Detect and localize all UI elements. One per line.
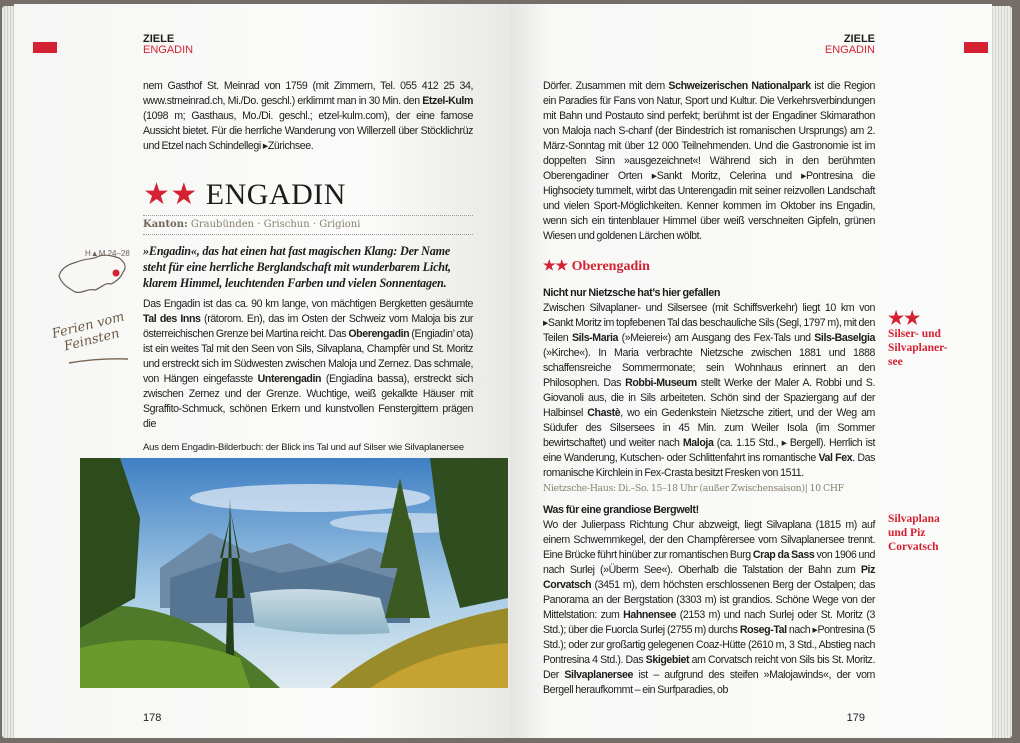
left-body-text: Das Engadin ist das ca. 90 km lange, von mächtigen Bergketten gesäumte Tal des Inns (rätorom. En), das im Osten der Schweiz vom Maloja bis zur österreichischen Grenze bei Martina reicht. Das Oberengadin (Engiadin’ ota) ist ein weites Tal mit den Seen von Sils, Silvaplana, Champfèr und St. Moritz und erstreckt sich im Südwesten zwischen Maloja und Zernez. Das schmale, von Hängen eingefasste Unterengadin (Engiadina bassa), erstreckt sich zwischen Zernez und der Grenze. Wuchtige, weiß gekalkte Häuser mit Sgraffito-Schmuck, schönen Erkern und kunstvollen Fenstergittern prägen die — [143, 298, 474, 430]
section-title: ★★ ENGADIN — [143, 178, 346, 211]
header-region: ENGADIN — [143, 44, 194, 56]
right-column — [543, 34, 875, 724]
left-intro-text: nem Gasthof St. Meinrad von 1759 (mit Zimmern, Tel. 055 412 25 34, www.stmeinrad.ch, Mi./Do. geschl.) erklimmt man in 30 Min. den Etzel-Kulm (1098 m; Gasthaus, Mo./Di. geschl.; etzel-kulm.com), der eine famose Aussicht bietet. Für die herrliche Wanderung von Willerzell über Stöcklichrüz und Etzel nach Schindellegi ▸Zürichsee. — [143, 80, 473, 152]
running-header-right: ZIELE ENGADIN — [824, 33, 875, 56]
right-intro-text: Dörfer. Zusammen mit dem Schweizerischen Nationalpark ist die Region ein Paradies für Fans von Natur, Sport und Kultur. Die Verkehrsverbindungen mit Bahn und Postauto sind perfekt; berühmt ist der Engadiner Skimarathon von Maloja nach S-chanf (der Bindestrich ist romanischen Ursprungs) am 2. März-Sonntag mit über 12 000 Teilnehmenden. Und die Gastronomie ist im doppelten Sinn »ausgezeichnet«! Während sich in den berühmten Oberengadiner Orten ▸Sankt Moritz, Celerina und ▸Pontresina die Highsociety tummelt, wirbt das Unterengadin mit seiner reizvollen Landschaft und vielen Sport-Möglichkeiten. Kenner kommen im Oktober ins Engadin, wenn sich ein tintenblauer Himmel über weiß verschneiten Gipfeln, grünen Wiesen und goldenen Lärchen wölbt. — [543, 80, 875, 242]
handwritten-note: Ferien vom Feinsten — [50, 309, 126, 355]
paragraph-silvaplana: Wo der Julierpass Richtung Chur abzweigt, liegt Silvaplana (1815 m) auf einem Schwemmkegel, der den Champfèrersee vom Silvaplanersee trennt. Eine Brücke führt hinüber zur romantischen Burg Crap da Sass von 1906 und nach Surlej (»Überm See«). Oberhalb die Talstation der Bahn zum Piz Corvatsch (3451 m), dem höchsten erschlossenen Berg der Ostalpen; das Panorama an der Bergstation (3303 m) ist grandios. Schöne Wege von der Mittelstation: zum Hahnensee (2153 m) und nach Surlej oder St. Moritz (3 Std.); über die Fuorcla Surlej (2755 m) durchs Roseg-Tal nach ▸Pontresina (5 Std.); oder zur großartig gelegenen Coaz-Hütte (2610 m, 3 Std., Abstieg nach Pontresina 4 Std.). Das Skigebiet am Corvatsch reicht von Sils bis St. Moritz. Der Silvaplanersee ist – aufgrund des steifen »Malojawinds«, der vom Bergell heraufkommt – ein Surfparadies, ob — [543, 519, 876, 696]
photo-caption: Aus dem Engadin-Bilderbuch: der Blick ins Tal und auf Silser wie Silvaplanersee — [143, 442, 464, 453]
subsection-title: ★★ Oberengadin — [543, 259, 650, 274]
star-rating-icon: ★★ — [143, 178, 198, 211]
svg-text:H▲M 24–28: H▲M 24–28 — [85, 249, 130, 258]
page-number-left: 178 — [143, 712, 162, 724]
switzerland-map-icon — [55, 248, 130, 298]
opening-hours: Nietzsche-Haus: Di.–So. 15–18 Uhr (außer Zwischensaison)| 10 CHF — [543, 483, 844, 494]
chapter-tab-marker — [33, 42, 57, 53]
page-number-right: 179 — [846, 712, 865, 724]
page-edges-right — [990, 6, 1012, 738]
subheading-nietzsche: Nicht nur Nietzsche hat’s hier gefallen — [543, 287, 721, 299]
margin-note-silvaplana: Silvaplana und Piz Corvatsch — [888, 513, 940, 553]
left-column — [143, 34, 473, 724]
star-rating-icon: ★★ — [543, 259, 569, 274]
header-section: ZIELE — [143, 33, 175, 45]
chapter-tab-marker-right — [964, 42, 988, 53]
right-body-oberengadin — [543, 286, 875, 698]
running-header-left — [143, 34, 473, 56]
lead-text: »Engadin«, das hat einen hat fast magischen Klang: Der Name steht für eine herrliche Berglandschaft mit wunderbarem Licht, klarem Himmel, leuchtenden Farben und vielen Sonnentagen. — [143, 244, 451, 290]
subheading-bergwelt: Was für eine grandiose Bergwelt! — [543, 504, 699, 516]
margin-note-silsersee: ★★ Silser- und Silvaplaner-see — [888, 309, 958, 369]
engadin-landscape-photo — [80, 458, 508, 688]
kanton-info: Kanton: Graubünden · Grischun · Grigioni — [143, 215, 473, 235]
paragraph-sils: Zwischen Silvaplaner- und Silsersee (mit Schiffsverkehr) liegt 10 km von ▸Sankt Moritz im topfebenen Tal das beschauliche Sils (Segl, 1797 m), mit den Teilen Sils-Maria (»Meierei«) am Ausgang des Fex-Tals und Sils-Baselgia (»Kirche«). In Maria verbrachte Nietzsche zwischen 1881 und 1888 schaffensreiche Sommermonate; sein Wohnhaus erinnert an den Philosophen. Das Robbi-Museum stellt Werke der Maler A. Robbi und S. Giovanoli aus, die in Sils arbeiteten. Schön sind der Spaziergang auf der Halbinsel Chastè, wo ein Gedenkstein Nietzsche zitiert, und der Weg am Südufer des Silsersees in 45 Min. zum Weiler Isola (im Sommer bewirtschaftet) und weiter nach Maloja (ca. 1.15 Std., ▸ Bergell). Herrlich ist eine Wanderung, Kutschen- oder Schlittenfahrt ins romantische Val Fex. Das romanische Kirchlein in Fex-Crasta besitzt Fresken von 1511. — [543, 302, 876, 479]
handwritten-underline — [68, 357, 130, 365]
star-rating-icon: ★★ — [888, 308, 921, 328]
